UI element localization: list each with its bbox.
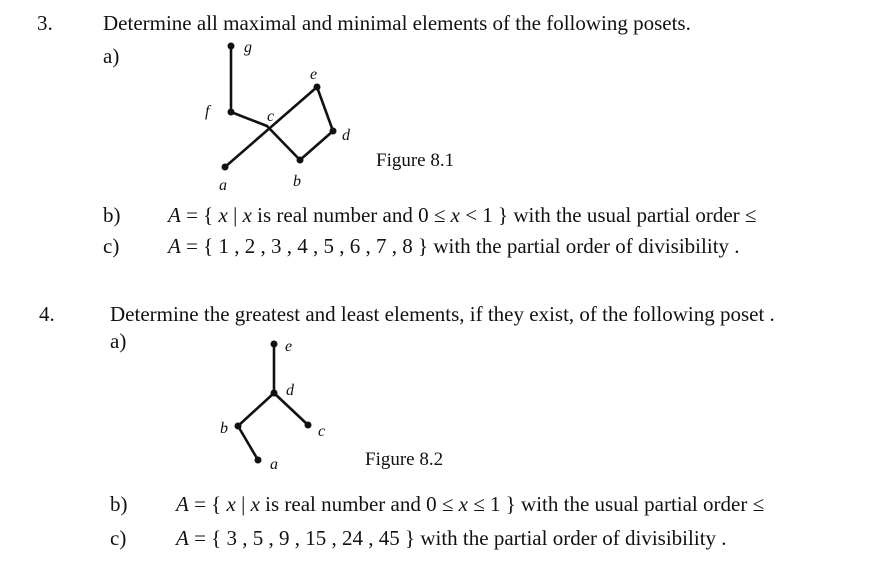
- set-symbol: A: [168, 234, 181, 258]
- problem-3-part-a-label: a): [103, 44, 120, 68]
- node-label-b: b: [220, 420, 228, 437]
- set-symbol: A: [176, 492, 189, 516]
- set-variable: x: [242, 203, 252, 227]
- set-symbol: A: [168, 203, 181, 227]
- node-label-g: g: [244, 39, 252, 56]
- node-d: [271, 390, 278, 397]
- problem-4-part-c-label: c): [110, 526, 127, 550]
- node-label-d: d: [286, 382, 294, 399]
- node-label-e: e: [285, 338, 293, 355]
- node-label-e: e: [310, 66, 318, 83]
- problem-4-part-a-label: a): [110, 329, 127, 353]
- edge-a-e: [225, 87, 317, 167]
- problem-3-prompt: Determine all maximal and minimal elements of the following posets.: [103, 11, 691, 35]
- set-open: = {: [194, 492, 222, 516]
- edge-e-d: [317, 87, 333, 131]
- set-variable: x: [450, 203, 460, 227]
- set-condition: is real number and 0 ≤: [257, 203, 446, 227]
- node-d: [330, 128, 337, 135]
- node-label-a: a: [219, 177, 227, 194]
- node-e: [271, 341, 278, 348]
- figure-8-2-caption: Figure 8.2: [365, 449, 444, 470]
- node-b: [235, 423, 242, 430]
- node-f: [228, 109, 235, 116]
- node-label-a: a: [270, 456, 278, 473]
- set-variable: x: [250, 492, 260, 516]
- edge-b-d: [300, 131, 333, 160]
- set-variable: x: [226, 492, 236, 516]
- problem-4-prompt: Determine the greatest and least elements, if they exist, of the following poset .: [110, 302, 775, 326]
- problem-4-part-b-label: b): [110, 492, 128, 516]
- problem-3-part-c-label: c): [103, 234, 120, 258]
- node-label-f: f: [205, 103, 210, 120]
- node-label-b: b: [293, 173, 301, 190]
- node-g: [228, 43, 235, 50]
- set-definition: = { 3 , 5 , 9 , 15 , 24 , 45 } with the partial order of divisibility .: [194, 526, 727, 550]
- set-bar: |: [233, 203, 238, 227]
- set-condition: is real number and 0 ≤: [265, 492, 454, 516]
- set-bar: |: [241, 492, 246, 516]
- figure-8-2-poset-diagram: [210, 330, 350, 480]
- problem-4-number: 4.: [39, 302, 55, 326]
- set-condition: ≤ 1 } with the usual partial order ≤: [473, 492, 765, 516]
- set-open: = {: [186, 203, 214, 227]
- set-definition: = { 1 , 2 , 3 , 4 , 5 , 6 , 7 , 8 } with the partial order of divisibility .: [186, 234, 740, 258]
- edge-f-c: [231, 112, 267, 126]
- figure-8-1-caption: Figure 8.1: [376, 150, 455, 171]
- node-label-c: c: [318, 423, 326, 440]
- set-condition: < 1 } with the usual partial order ≤: [465, 203, 757, 227]
- problem-3-part-b-label: b): [103, 203, 121, 227]
- node-b: [297, 157, 304, 164]
- problem-3-part-b-statement: [168, 203, 756, 227]
- problem-3-part-c-statement: [168, 234, 740, 258]
- edge-b-d: [238, 393, 274, 426]
- node-label-d: d: [342, 127, 350, 144]
- problem-4-part-b-statement: [176, 492, 764, 516]
- node-e: [314, 84, 321, 91]
- problem-3-number: 3.: [37, 11, 53, 35]
- figure-8-1-poset-diagram: [190, 35, 370, 200]
- set-variable: x: [218, 203, 228, 227]
- edge-a-b: [238, 426, 258, 460]
- node-c: [305, 422, 312, 429]
- edge-c-b: [267, 126, 300, 160]
- set-symbol: A: [176, 526, 189, 550]
- node-label-c: c: [267, 108, 275, 125]
- set-variable: x: [458, 492, 468, 516]
- node-a: [222, 164, 229, 171]
- node-a: [255, 457, 262, 464]
- problem-4-part-c-statement: [176, 526, 727, 550]
